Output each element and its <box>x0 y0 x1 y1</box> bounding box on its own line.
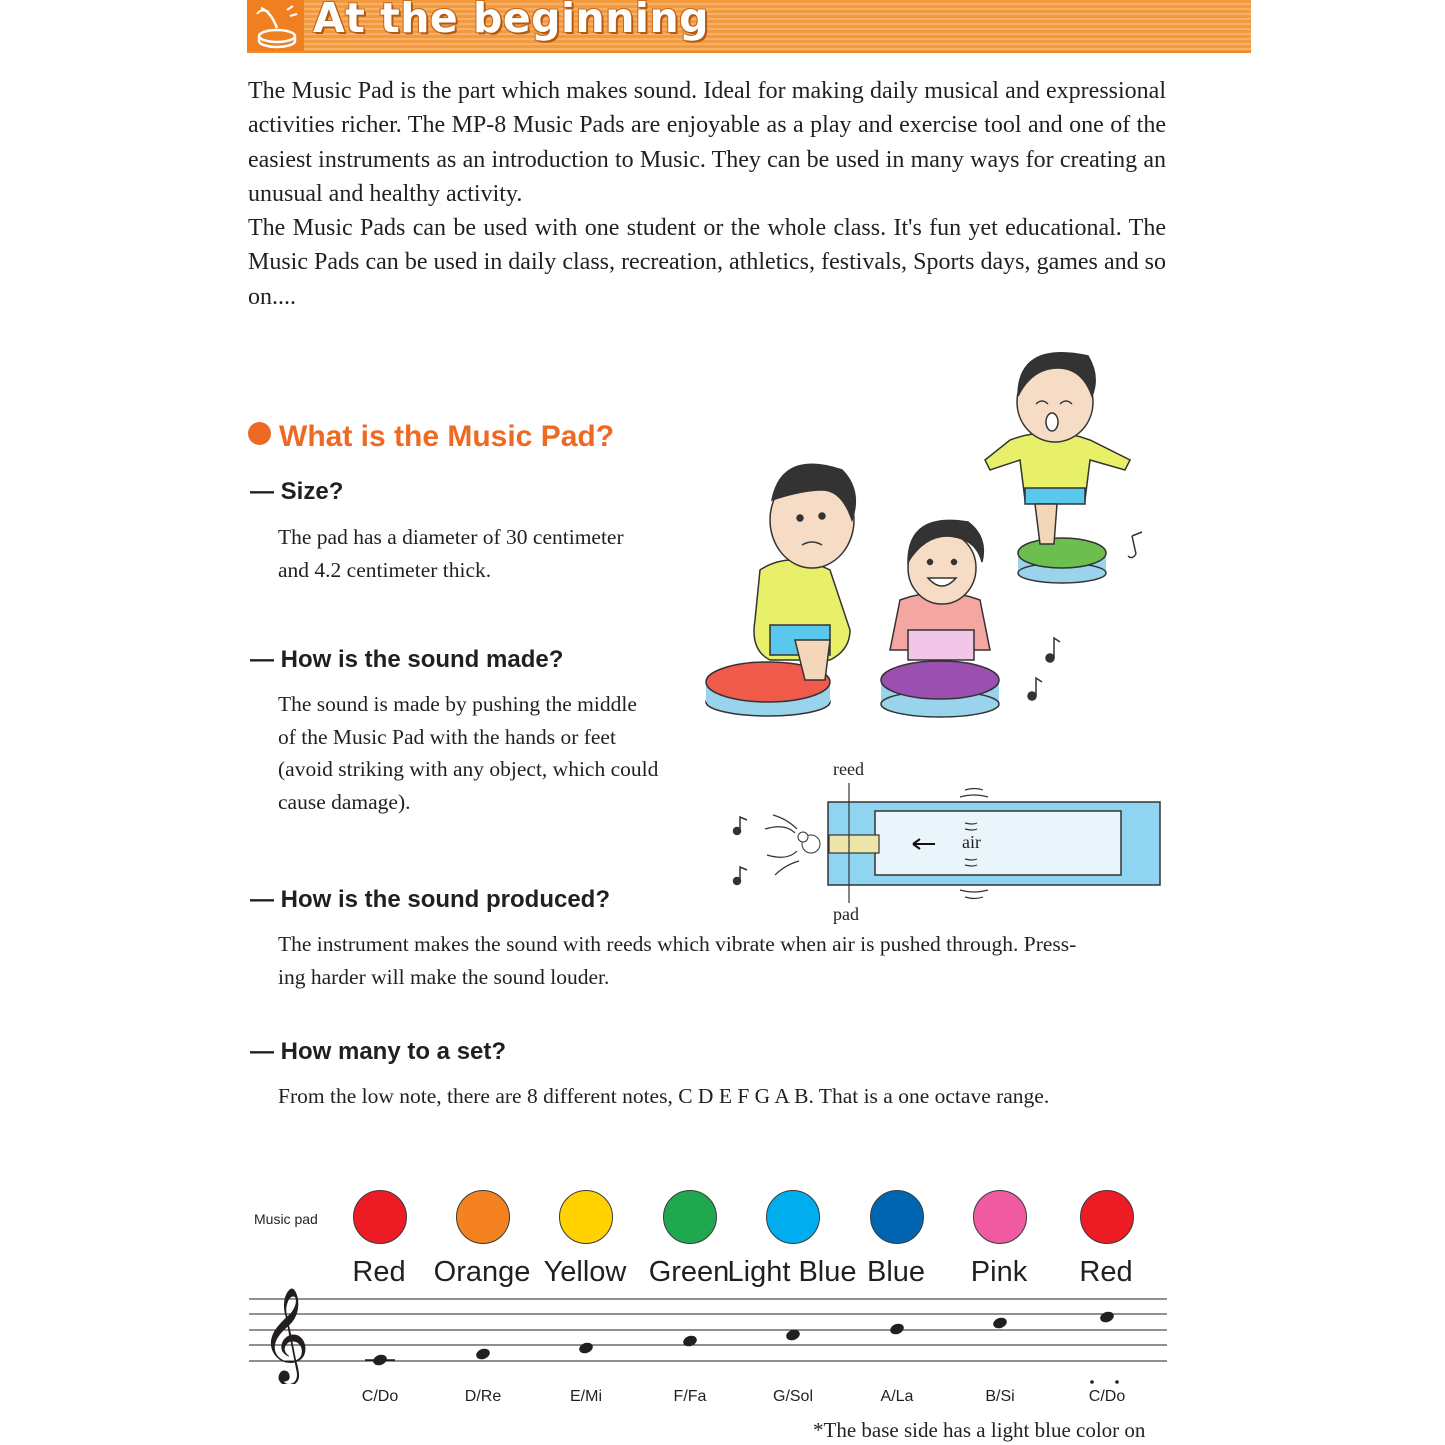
question-sound-produced-text <box>278 928 1076 993</box>
pad-color-name: Light Blue <box>727 1256 857 1288</box>
intro-paragraph-1: The Music Pad is the part which makes sound. Ideal for making daily musical and expressional activities richer. The MP-8 Music Pads are enjoyable as a play and exercise tool and one of the easiest instruments as an introduction to Music. They can be used in many ways for creating an unusual and healthy activity. <box>248 78 1166 207</box>
pad-circle <box>973 1190 1027 1244</box>
intro-paragraph-2: The Music Pads can be used with one student or the whole class. It's fun yet educational. The Music Pads can be used in daily class, recreation, athletics, festivals, Sports days, games and so on.... <box>248 215 1166 310</box>
question-set-heading: — How many to a set? <box>250 1038 507 1065</box>
question-set-text <box>278 1080 1049 1113</box>
text-line: cause damage). <box>278 789 411 814</box>
header-banner <box>247 0 1251 53</box>
text-line: The instrument makes the sound with reeds which vibrate when air is pushed through. Press- <box>278 932 1077 956</box>
text-line: The sound is made by pushing the middle <box>278 692 637 716</box>
page-title: At the beginning <box>313 0 709 42</box>
green-pad-drawing <box>1018 538 1106 583</box>
note-head <box>475 1347 492 1361</box>
text-line: of the Music Pad with the hands or feet <box>278 724 616 749</box>
pad-circle <box>353 1190 407 1244</box>
note-name: F/Fa <box>673 1388 707 1405</box>
note-name: B/Si <box>985 1388 1015 1405</box>
octave-dots-icon <box>1085 1378 1125 1386</box>
music-staff <box>249 1284 1167 1384</box>
boy-jumping-drawing <box>985 353 1130 544</box>
text-line: From the low note, there are 8 different notes, C D E F G A B. That is a one octave range. <box>278 1084 1050 1108</box>
pad-color-name: Red <box>1079 1256 1133 1288</box>
text-line: The pad has a diameter of 30 centimeter <box>278 525 624 549</box>
note-name: C/Do <box>361 1388 399 1405</box>
note-head <box>682 1334 699 1348</box>
question-sound-made-text <box>278 688 658 818</box>
pad-circle <box>870 1190 924 1244</box>
staff-notes <box>365 1310 1115 1367</box>
note-head <box>578 1341 595 1355</box>
pad-color-name: Blue <box>866 1256 926 1288</box>
intro-text <box>248 74 1166 314</box>
pad-circle <box>766 1190 820 1244</box>
air-label: air <box>962 832 981 852</box>
note-name: D/Re <box>464 1388 502 1405</box>
note-name: E/Mi <box>570 1388 602 1405</box>
girl-middle-drawing <box>890 520 990 660</box>
note-head <box>992 1316 1009 1330</box>
pad-circle <box>1080 1190 1134 1244</box>
text-line: ing harder will make the sound louder. <box>278 964 610 989</box>
footnote: *The base side has a light blue color on <box>813 1418 1146 1442</box>
question-size-text <box>278 521 624 586</box>
pad-color-name: Orange <box>433 1256 531 1288</box>
children-playing-illustration <box>700 340 1180 740</box>
reed-diagram <box>725 755 1165 930</box>
text-line: (avoid striking with any object, which could <box>278 757 659 781</box>
music-notes-icon <box>734 817 748 885</box>
pad-circle <box>663 1190 717 1244</box>
pad-color-name: Green <box>648 1256 730 1288</box>
question-sound-produced-heading: — How is the sound produced? <box>250 886 610 913</box>
pad-circle <box>456 1190 510 1244</box>
question-size-heading: — Size? <box>250 478 344 505</box>
note-head <box>1099 1310 1116 1324</box>
treble-clef-icon: 𝄞 <box>261 1287 310 1382</box>
section-title-text: What is the Music Pad? <box>279 420 615 453</box>
note-name: G/Sol <box>772 1388 814 1405</box>
section-title <box>248 420 614 454</box>
drum-pad-icon <box>247 0 304 51</box>
question-sound-made-heading: — How is the sound made? <box>250 646 564 673</box>
pad-color-name: Red <box>352 1256 406 1288</box>
reed-label: reed <box>833 759 864 779</box>
pad-color-name: Pink <box>970 1256 1028 1288</box>
note-name: C/Do <box>1088 1388 1126 1405</box>
text-line: and 4.2 centimeter thick. <box>278 557 492 582</box>
pad-label: pad <box>833 904 859 924</box>
bullet-dot-icon <box>248 422 271 445</box>
boy-left-drawing <box>754 464 855 680</box>
note-head <box>889 1322 906 1336</box>
pad-circle <box>559 1190 613 1244</box>
note-name: A/La <box>880 1388 914 1405</box>
purple-pad-drawing <box>881 661 999 717</box>
pad-color-name: Yellow <box>543 1256 627 1288</box>
music-pad-label: Music pad <box>254 1211 318 1227</box>
